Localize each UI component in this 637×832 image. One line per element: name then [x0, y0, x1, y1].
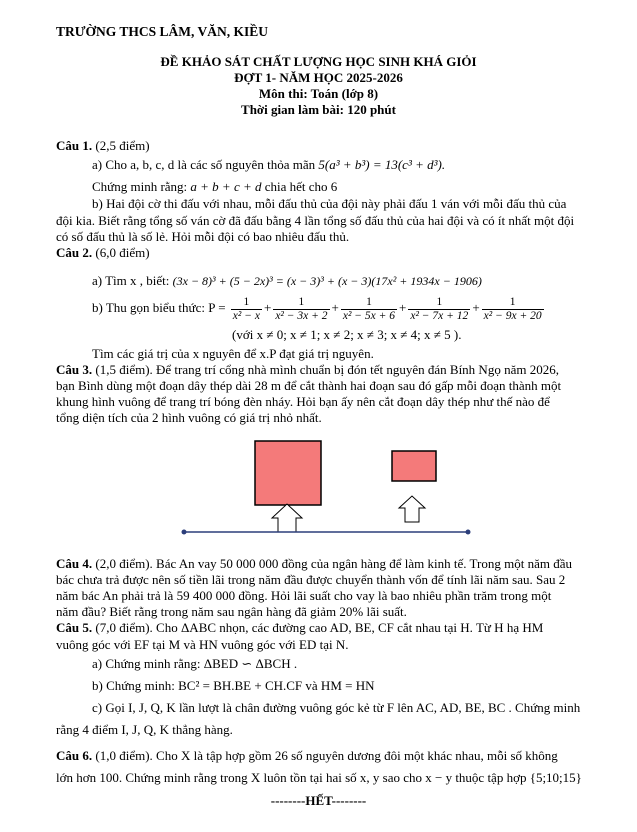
- question-4-line-4: năm đầu? Biết rằng trong năm sau ngân hàng đã giảm 20% lãi suất.: [56, 604, 407, 619]
- wire-end-right: [466, 530, 471, 535]
- question-1-label: Câu 1.: [56, 138, 93, 153]
- right-up-arrow-icon: [399, 496, 425, 522]
- fraction-1: [231, 296, 262, 323]
- question-2b-text: b) Thu gọn biểu thức: P =: [92, 300, 229, 315]
- question-6-text-1: (1,0 điểm). Cho X là tập hợp gồm 26 số nguyên dương đôi một khác nhau, mỗi số không: [92, 748, 558, 763]
- fraction-5-den: x² − 9x + 20: [483, 309, 542, 322]
- question-5c-line-1: c) Gọi I, J, Q, K lần lượt là chân đường vuông góc kẻ từ F lên AC, AD, BE, BC . Chứng minh: [92, 700, 581, 715]
- question-3-line-2: bạn Bình dùng một đoạn dây thép dài 28 m để cắt thành hai đoạn sau đó gấp mỗi đoạn thành một: [56, 378, 562, 393]
- question-1b-line-2: đội kia. Biết rằng tổng số ván cờ đã đấu bằng 4 lần tổng số đấu thủ của hai đội và có ít nhất một đội: [56, 213, 575, 228]
- question-1-points: (2,5 điểm): [92, 138, 150, 153]
- fraction-3-den: x² − 5x + 6: [342, 309, 396, 322]
- question-6-line-2: lớn hơn 100. Chứng minh rằng trong X luôn tồn tại hai số x, y sao cho x − y thuộc tập hợp {5;10;15}: [56, 770, 582, 785]
- question-4-text-1: (2,0 điểm). Bác An vay 50 000 000 đồng của ngân hàng để làm kinh tế. Trong một năm đầu: [92, 556, 572, 571]
- question-4-line-3: năm bác An phải trả là 59 400 000 đồng. Hỏi lãi suất cho vay là bao nhiêu phần trăm trong một: [56, 588, 552, 603]
- question-1-heading: [56, 138, 150, 154]
- question-2b-find: Tìm các giá trị của x nguyên để x.P đạt giá trị nguyên.: [92, 346, 374, 361]
- question-6-label: Câu 6.: [56, 748, 93, 763]
- wire-squares-figure: [180, 436, 480, 540]
- fraction-4-den: x² − 7x + 12: [410, 309, 469, 322]
- question-6-line-1: [56, 748, 558, 764]
- question-2-heading: [56, 245, 150, 261]
- exam-subject: Môn thi: Toán (lớp 8): [258, 86, 379, 101]
- fraction-3-num: 1: [366, 295, 372, 308]
- fraction-4: [408, 296, 470, 323]
- question-2a-formula: (3x − 8)³ + (5 − 2x)³ = (x − 3)³ + (x − 3)(17x² + 1934x − 1906): [172, 274, 482, 288]
- question-3-text-1: (1,5 điểm). Để trang trí cổng nhà mình chuẩn bị đón tết nguyên đán Bính Ngọ năm 2026,: [92, 362, 559, 377]
- fraction-2-num: 1: [298, 295, 305, 308]
- exam-time: Thời gian làm bài: 120 phút: [241, 102, 396, 117]
- fraction-1-den: x² − x: [232, 309, 260, 322]
- fraction-3: [341, 296, 397, 323]
- question-5a: a) Chứng minh rằng: ΔBED ∽ ΔBCH .: [92, 656, 298, 671]
- left-up-arrow-icon: [272, 504, 302, 532]
- large-square: [255, 441, 321, 505]
- exam-round: ĐỢT 1- NĂM HỌC 2025-2026: [234, 70, 403, 85]
- question-1a-prove: [92, 179, 337, 195]
- question-2-points: (6,0 điểm): [92, 245, 150, 260]
- question-1a-prove-end: chia hết cho 6: [261, 179, 338, 194]
- fraction-2: [273, 296, 329, 323]
- question-4-line-1: [56, 556, 572, 572]
- fraction-5: [482, 296, 544, 323]
- question-1a-prove-text: Chứng minh rằng:: [92, 179, 191, 194]
- question-3-label: Câu 3.: [56, 362, 93, 377]
- fraction-4-num: 1: [436, 295, 443, 308]
- question-5b: b) Chứng minh: BC² = BH.BE + CH.CF và HM = HN: [92, 678, 375, 693]
- question-1a-formula: 5(a³ + b³) = 13(c³ + d³).: [318, 157, 446, 172]
- question-1a: [92, 157, 445, 173]
- question-1b-line-1: b) Hai đội cờ thi đấu với nhau, mỗi đấu thủ của đội này phải đấu 1 ván với mỗi đấu thủ của: [92, 196, 567, 211]
- question-5-line-2: vuông góc với EF tại M và HN vuông góc với ED tại N.: [56, 637, 349, 652]
- question-5-line-1: [56, 620, 543, 636]
- question-5c-line-2: rằng 4 điểm I, J, Q, K thẳng hàng.: [56, 722, 233, 737]
- question-3-line-1: [56, 362, 559, 378]
- question-5-label: Câu 5.: [56, 620, 93, 635]
- fraction-1-num: 1: [243, 295, 250, 308]
- end-marker: --------HẾT--------: [270, 793, 367, 808]
- fraction-5-num: 1: [509, 295, 516, 308]
- question-1a-text: a) Cho a, b, c, d là các số nguyên thỏa mãn: [92, 157, 319, 172]
- question-2b: b) Thu gọn biểu thức: P = $\frac{1}{\text{x² − x}}$ + $\frac{1}{\text{x² − 3x + 2}}$ + $\frac{1}{\text{x² − 5x + 6}}$ + $\frac{1}{\text{x² − 7x + 12}}$ + $\frac{1}{\text{x² − 9x + 20}}$: [92, 295, 542, 322]
- question-2-label: Câu 2.: [56, 245, 93, 260]
- question-4-label: Câu 4.: [56, 556, 93, 571]
- question-4-line-2: bác chưa trả được nên số tiền lãi trong năm đầu được chuyển thành vốn để tính lãi năm sau. Sau 2: [56, 572, 566, 587]
- question-3-line-3: khung hình vuông để trang trí bóng đèn nháy. Hỏi bạn ấy nên cắt đoạn dây thép như thế nào để: [56, 394, 550, 409]
- exam-title: ĐỀ KHẢO SÁT CHẤT LƯỢNG HỌC SINH KHÁ GIỎI: [160, 54, 477, 69]
- school-name: TRƯỜNG THCS LÂM, VĂN, KIỀU: [56, 24, 269, 39]
- question-5-text-1: (7,0 điểm). Cho ΔABC nhọn, các đường cao AD, BE, CF cắt nhau tại H. Từ H hạ HM: [92, 620, 544, 635]
- question-2b-condition: (với x ≠ 0; x ≠ 1; x ≠ 2; x ≠ 3; x ≠ 4; x ≠ 5 ).: [232, 327, 462, 342]
- fraction-2-den: x² − 3x + 2: [275, 309, 328, 322]
- question-2a-text: a) Tìm x , biết:: [92, 273, 173, 288]
- question-3-line-4: tổng diện tích của 2 hình vuông có giá trị nhỏ nhất.: [56, 410, 322, 425]
- wire-end-left: [182, 530, 187, 535]
- question-1a-prove-formula: a + b + c + d: [190, 179, 262, 194]
- question-1b-line-3: có số đấu thủ là số lẻ. Hỏi mỗi đội có bao nhiêu đấu thủ.: [56, 229, 350, 244]
- small-square: [392, 451, 436, 481]
- question-2a: [92, 273, 482, 289]
